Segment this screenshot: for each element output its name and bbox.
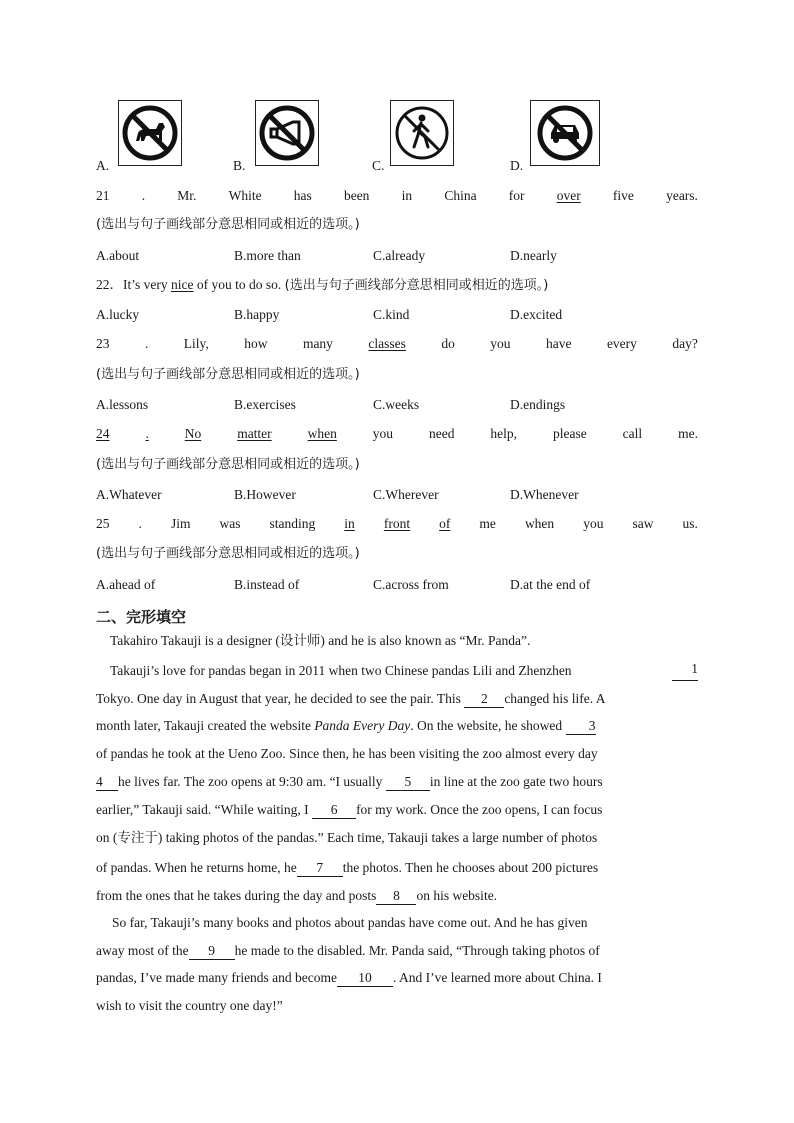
passage-line xyxy=(96,716,698,736)
word: was xyxy=(219,516,241,531)
underlined-word: in xyxy=(344,516,355,531)
underlined-word: . xyxy=(145,426,149,441)
q21-options xyxy=(96,246,698,266)
passage-text: of pandas he took at the Ueno Zoo. Since then, he has been visiting the zoo almost every day xyxy=(96,746,598,761)
passage-text: the photos. Then he chooses about 200 pictures xyxy=(342,860,599,875)
passage-line xyxy=(96,941,698,961)
q-number: 21 xyxy=(96,188,110,203)
passage-text: for my work. Once the zoo opens, I can focus xyxy=(356,802,603,817)
option-d[interactable]: D.Whenever xyxy=(510,487,579,502)
word: Jim xyxy=(170,516,191,531)
passage-text: So far, Takauji’s many books and photos about pandas have come out. And he has given xyxy=(112,915,588,930)
passage-text: . On the website, he showed xyxy=(410,718,563,733)
passage-line xyxy=(96,689,698,709)
question-21 xyxy=(96,186,698,206)
blank-2[interactable]: 2 xyxy=(464,691,504,708)
blank-1[interactable]: 1 xyxy=(672,661,698,681)
passage-text: from the ones that he takes during the day and posts xyxy=(96,888,377,903)
no-dogs-icon xyxy=(122,105,178,161)
passage-text: changed his life. A xyxy=(504,691,606,706)
passage-line xyxy=(96,744,698,764)
passage-line xyxy=(110,631,712,651)
passage-line xyxy=(96,828,698,848)
word: me xyxy=(479,516,496,531)
passage-line xyxy=(96,886,698,906)
section-title: 二、完形填空 xyxy=(96,608,187,626)
instruction-text: (选出与句子画线部分意思相同或相近的选项。) xyxy=(96,457,360,472)
passage-text: pandas, I’ve made many friends and become xyxy=(96,970,338,985)
q22-text-post: of you to do so. xyxy=(193,277,285,292)
q-dot: . xyxy=(138,516,142,531)
question-25 xyxy=(96,514,698,534)
q-dot: . xyxy=(141,188,146,203)
sign-frame xyxy=(530,100,600,166)
instruction-text: (选出与句子画线部分意思相同或相近的选项。) xyxy=(96,217,360,232)
underlined-word: nice xyxy=(171,277,194,292)
passage-text: he lives far. The zoo opens at 9:30 am. “I usually xyxy=(118,774,383,789)
word: you xyxy=(372,426,394,441)
word: please xyxy=(552,426,587,441)
word: years. xyxy=(666,188,698,203)
underlined-word: matter xyxy=(237,426,272,441)
word: call xyxy=(622,426,643,441)
word: you xyxy=(583,516,604,531)
passage-line xyxy=(96,968,698,988)
passage-text: Takahiro Takauji is a designer (设计师) and he is also known as “Mr. Panda”. xyxy=(110,633,531,648)
option-c[interactable]: C.across from xyxy=(373,577,449,592)
underlined-word: over xyxy=(556,188,581,203)
word: have xyxy=(546,336,572,351)
word: for xyxy=(508,188,525,203)
word: help, xyxy=(490,426,518,441)
option-b[interactable]: B.happy xyxy=(234,307,280,322)
sign-frame xyxy=(390,100,454,166)
underlined-word: when xyxy=(307,426,337,441)
option-a[interactable]: A.about xyxy=(96,248,140,263)
word: saw xyxy=(632,516,654,531)
q22-options xyxy=(96,305,698,325)
passage-line xyxy=(96,772,698,792)
passage-text: away most of the xyxy=(96,943,189,958)
option-a[interactable]: A.ahead of xyxy=(96,577,156,592)
word: in xyxy=(401,188,413,203)
no-horn-icon xyxy=(259,105,315,161)
no-pedestrians-icon xyxy=(394,105,450,161)
blank-5[interactable]: 5 xyxy=(386,774,430,791)
blank-6[interactable]: 6 xyxy=(312,802,356,819)
underlined-word: No xyxy=(184,426,202,441)
option-letter: D. xyxy=(510,158,524,173)
q22-text-pre: 22．It’s very xyxy=(96,277,171,292)
q23-options xyxy=(96,395,698,415)
no-cars-icon xyxy=(534,105,596,161)
passage-text: wish to visit the country one day!” xyxy=(96,998,283,1013)
option-b[interactable]: B.more than xyxy=(234,248,301,263)
q24-options xyxy=(96,485,698,505)
passage-text: . And I’ve learned more about China. I xyxy=(393,970,602,985)
option-c[interactable]: C.kind xyxy=(373,307,410,322)
q-number: 23 xyxy=(96,336,110,351)
option-a[interactable]: A.Whatever xyxy=(96,487,162,502)
word: White xyxy=(228,188,262,203)
word: five xyxy=(612,188,634,203)
passage-line xyxy=(96,800,698,820)
q25-options xyxy=(96,575,698,595)
word: us. xyxy=(682,516,698,531)
word: has xyxy=(293,188,312,203)
word: day? xyxy=(672,336,698,351)
word: how xyxy=(244,336,268,351)
word: you xyxy=(490,336,511,351)
word: Lily, xyxy=(183,336,209,351)
option-d[interactable]: D.at the end of xyxy=(510,577,591,592)
option-b[interactable]: B.instead of xyxy=(234,577,300,592)
word: me. xyxy=(678,426,698,441)
underlined-word: 24 xyxy=(96,426,110,441)
option-c[interactable]: C.already xyxy=(373,248,426,263)
underlined-word: of xyxy=(439,516,451,531)
blank-7[interactable]: 7 xyxy=(297,860,343,877)
passage-text: in line at the zoo gate two hours xyxy=(429,774,603,789)
word: been xyxy=(343,188,370,203)
question-23 xyxy=(96,334,698,354)
word: China xyxy=(444,188,477,203)
passage-line xyxy=(110,661,698,681)
underlined-word: front xyxy=(383,516,411,531)
passage-text: Takauji’s love for pandas began in 2011 when two Chinese pandas Lili and Zhenzhen xyxy=(110,663,572,678)
q-dot: . xyxy=(144,336,149,351)
option-c[interactable]: C.weeks xyxy=(373,397,420,412)
word: do xyxy=(441,336,455,351)
option-d[interactable]: D.nearly xyxy=(510,248,557,263)
passage-text: on his website. xyxy=(416,888,498,903)
option-a[interactable]: A.lessons xyxy=(96,397,149,412)
option-d[interactable]: D.excited xyxy=(510,307,563,322)
option-b[interactable]: B.However xyxy=(234,487,296,502)
sign-options-row xyxy=(96,100,706,178)
instruction-text: (选出与句子画线部分意思相同或相近的选项。) xyxy=(96,546,360,561)
passage-line xyxy=(96,996,698,1016)
passage-text: he made to the disabled. Mr. Panda said, “Through taking photos of xyxy=(234,943,600,958)
underlined-word: classes xyxy=(368,336,406,351)
word: Mr. xyxy=(177,188,197,203)
passage-line xyxy=(112,913,714,933)
passage-text: Tokyo. One day in August that year, he decided to see the pair. This xyxy=(96,691,461,706)
word: many xyxy=(302,336,333,351)
word: when xyxy=(524,516,555,531)
option-d[interactable]: D.endings xyxy=(510,397,566,412)
q-number: 25 xyxy=(96,516,110,531)
word: need xyxy=(428,426,455,441)
option-a[interactable]: A.lucky xyxy=(96,307,140,322)
passage-text: on (专注于) taking photos of the pandas.” Each time, Takauji takes a large number of photos xyxy=(96,830,598,845)
blank-10[interactable]: 10 xyxy=(337,970,393,987)
option-letter: A. xyxy=(96,158,110,173)
passage-text: month later, Takauji created the website xyxy=(96,718,315,733)
sign-frame xyxy=(255,100,319,166)
website-name: Panda Every Day xyxy=(314,718,411,733)
word: every xyxy=(606,336,637,351)
blank-3[interactable]: 3 xyxy=(566,718,596,735)
word: standing xyxy=(269,516,316,531)
instruction-text: (选出与句子画线部分意思相同或相近的选项。) xyxy=(284,278,549,293)
blank-8[interactable]: 8 xyxy=(376,888,416,905)
passage-text: earlier,” Takauji said. “While waiting, I xyxy=(96,802,309,817)
blank-4[interactable]: 4 xyxy=(96,774,118,791)
option-b[interactable]: B.exercises xyxy=(234,397,296,412)
passage-text: of pandas. When he returns home, he xyxy=(96,860,297,875)
option-letter: B. xyxy=(233,158,246,173)
option-c[interactable]: C.Wherever xyxy=(373,487,439,502)
option-letter: C. xyxy=(372,158,385,173)
passage-line xyxy=(96,858,698,878)
instruction-text: (选出与句子画线部分意思相同或相近的选项。) xyxy=(96,367,360,382)
question-24 xyxy=(96,424,698,444)
sign-frame xyxy=(118,100,182,166)
blank-9[interactable]: 9 xyxy=(189,943,235,960)
question-22 xyxy=(96,275,698,296)
